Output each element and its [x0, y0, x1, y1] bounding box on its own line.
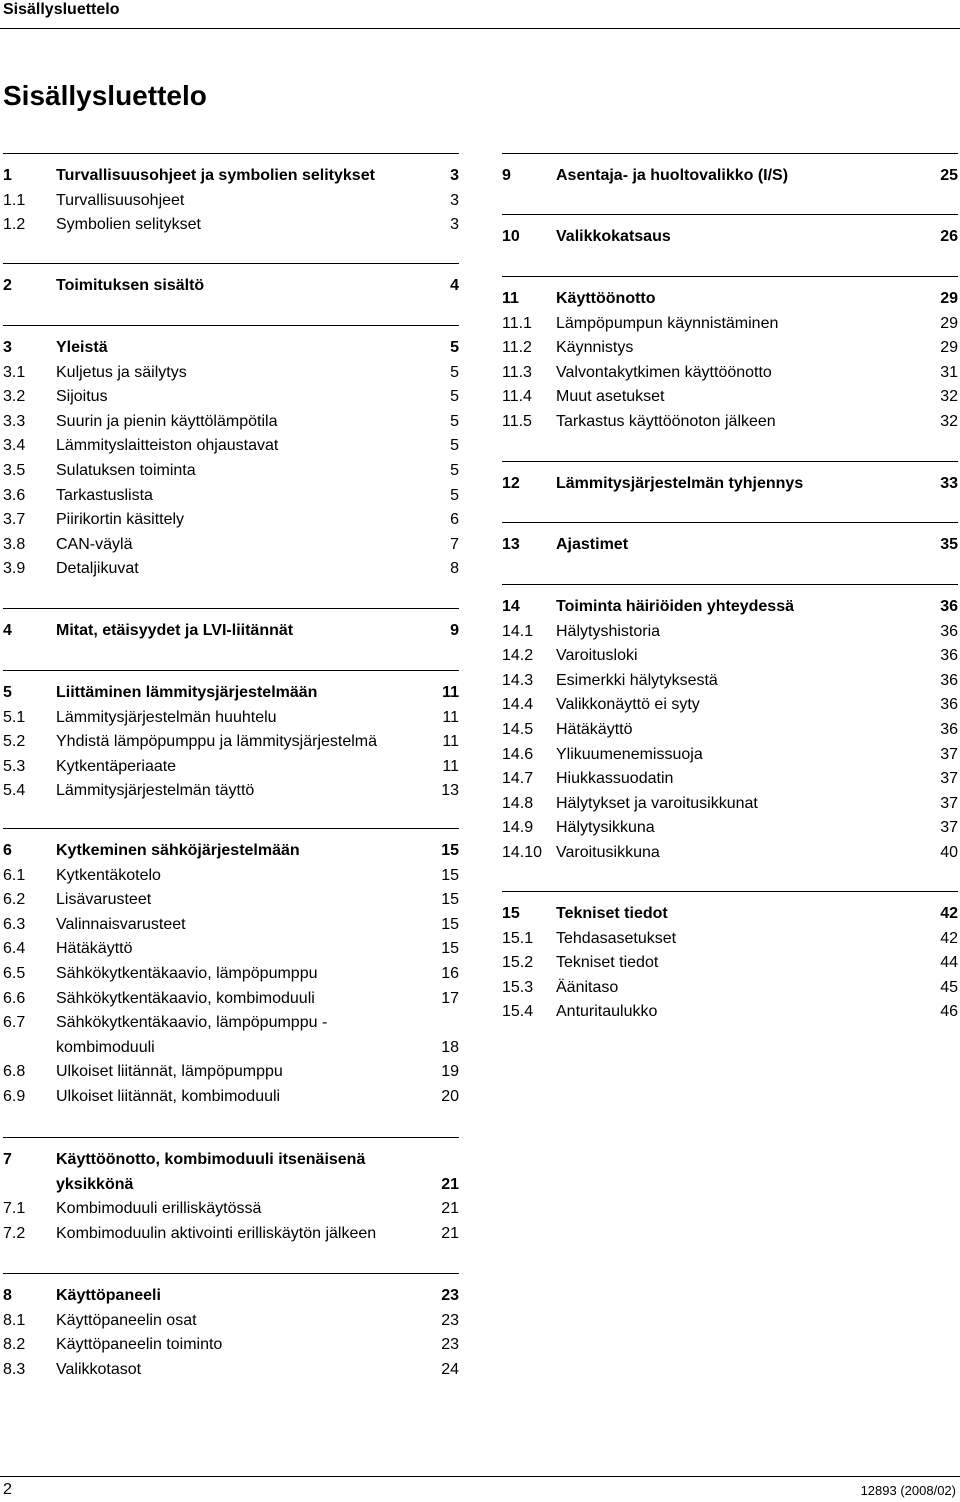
toc-entry-page: 36	[940, 720, 958, 738]
toc-entry-number: 2	[3, 277, 12, 294]
toc-entry	[502, 312, 958, 337]
toc-entry-page: 9	[450, 622, 459, 639]
toc-entry-page: 36	[940, 647, 958, 665]
toc-entry-title: Varoitusloki	[556, 647, 638, 665]
toc-entry	[3, 189, 459, 214]
toc-entry-number: 15	[502, 905, 520, 922]
toc-entry-title: Tarkastuslista	[56, 486, 153, 504]
toc-entry-page: 8	[450, 560, 459, 578]
toc-entry-number: 13	[502, 536, 520, 553]
toc-entry-page: 26	[940, 228, 958, 245]
toc-entry-title: Käynnistys	[556, 339, 634, 357]
toc-entry-page: 5	[450, 339, 459, 356]
toc-entry-page: 37	[940, 819, 958, 837]
toc-entry-number: 6.4	[3, 940, 26, 958]
toc-section-heading	[3, 1148, 459, 1197]
toc-entry-title: Hiukkassuodatin	[556, 770, 674, 788]
toc-entry-title: Kytkentäkotelo	[56, 866, 161, 884]
toc-entry-title: Toiminta häiriöiden yhteydessä	[556, 598, 794, 615]
toc-entry-number: 3.5	[3, 461, 26, 479]
toc-entry-number: 3.3	[3, 412, 26, 430]
toc-entry-number: 10	[502, 228, 520, 245]
toc-entry-title: Lämmityslaitteiston ohjaustavat	[56, 437, 279, 455]
toc-entry-number: 7	[3, 1151, 12, 1168]
toc-entry	[3, 1222, 459, 1247]
toc-entry	[3, 385, 459, 410]
toc-entry-number: 15.2	[502, 954, 534, 972]
toc-entry-number: 9	[502, 167, 511, 184]
toc-entry	[3, 557, 459, 582]
toc-entry-page: 32	[940, 388, 958, 406]
toc-entry-number: 3.1	[3, 363, 26, 381]
toc-entry-title: Turvallisuusohjeet ja symbolien selitykset	[56, 167, 375, 184]
toc-section-heading	[502, 164, 958, 189]
toc-entry	[502, 743, 958, 768]
toc-entry-page: 7	[450, 535, 459, 553]
toc-entry-title: Kombimoduulin aktivointi erilliskäytön jälkeen	[56, 1224, 377, 1242]
toc-entry	[3, 1358, 459, 1383]
toc-entry-number: 6.3	[3, 915, 26, 933]
toc-entry-title: Sähkökytkentäkaavio, lämpöpumppu - kombimoduuli	[56, 1014, 328, 1056]
toc-entry-number: 14.8	[502, 794, 534, 812]
toc-entry-page: 23	[441, 1311, 459, 1329]
toc-entry-title: Lämmitysjärjestelmän tyhjennys	[556, 475, 804, 492]
toc-entry-number: 5.4	[3, 782, 26, 800]
toc-entry-page: 36	[940, 696, 958, 714]
toc-entry-page: 20	[441, 1087, 459, 1105]
toc-entry-title: Toimituksen sisältö	[56, 277, 205, 294]
toc-entry-page: 17	[441, 989, 459, 1007]
toc-entry	[3, 1060, 459, 1085]
toc-entry-number: 11.4	[502, 388, 532, 406]
toc-section	[502, 522, 958, 558]
toc-entry-number: 8.1	[3, 1311, 26, 1329]
toc-entry-page: 11	[442, 733, 459, 751]
toc-entry-title: Kuljetus ja säilytys	[56, 363, 187, 381]
toc-entry-page: 15	[441, 915, 459, 933]
toc-entry	[502, 767, 958, 792]
toc-entry-number: 3.7	[3, 511, 26, 529]
toc-section	[3, 263, 459, 299]
toc-entry-number: 1.1	[3, 191, 26, 209]
toc-entry-page: 15	[441, 866, 459, 884]
toc-entry	[3, 706, 459, 731]
toc-entry-title: Käyttöpaneelin toiminto	[56, 1336, 223, 1354]
footer-doc-code: 12893 (2008/02)	[860, 1483, 956, 1498]
toc-entry-number: 8.2	[3, 1336, 26, 1354]
toc-entry-title: Lisävarusteet	[56, 891, 152, 909]
toc-section-heading	[3, 164, 459, 189]
toc-entry-title: Ajastimet	[556, 536, 629, 553]
toc-entry-title: Valikkokatsaus	[556, 228, 671, 245]
toc-entry-title: Liittäminen lämmitysjärjestelmään	[56, 684, 318, 701]
toc-entry	[3, 213, 459, 238]
toc-entry	[3, 987, 459, 1012]
toc-entry	[3, 361, 459, 386]
toc-entry-number: 14.9	[502, 819, 534, 837]
page-title: Sisällysluettelo	[3, 80, 207, 111]
toc-entry-title: Turvallisuusohjeet	[56, 191, 185, 209]
toc-entry-title: Käyttöpaneeli	[56, 1287, 161, 1304]
toc-entry-number: 5.2	[3, 733, 26, 751]
toc-section	[3, 608, 459, 644]
toc-entry-page: 3	[450, 191, 459, 209]
toc-entry	[3, 937, 459, 962]
toc-entry-title: Hätäkäyttö	[56, 940, 133, 958]
toc-entry-page: 29	[940, 314, 958, 332]
toc-entry	[3, 1085, 459, 1110]
toc-entry-page: 6	[450, 511, 459, 529]
toc-entry-title: Kytkeminen sähköjärjestelmään	[56, 842, 300, 859]
toc-section-heading	[502, 533, 958, 558]
running-header-title: Sisällysluettelo	[3, 1, 120, 18]
toc-entry-page: 45	[940, 978, 958, 996]
footer-page-number: 2	[3, 1481, 12, 1498]
toc-section-heading	[502, 472, 958, 497]
toc-entry	[3, 1011, 459, 1060]
toc-entry-title: Hälytyshistoria	[556, 622, 661, 640]
toc-entry-page: 37	[940, 745, 958, 763]
toc-entry-page: 42	[940, 929, 958, 947]
toc-entry-page: 46	[940, 1003, 958, 1021]
toc-entry-page: 36	[940, 622, 958, 640]
toc-entry-page: 37	[940, 794, 958, 812]
toc-entry-page: 11	[442, 684, 459, 701]
toc-entry-number: 14.4	[502, 696, 534, 714]
toc-entry-page: 18	[441, 1038, 459, 1056]
toc-entry-page: 29	[940, 290, 958, 307]
toc-section	[3, 828, 459, 1110]
toc-section-heading	[3, 839, 459, 864]
toc-section-heading	[502, 287, 958, 312]
toc-entry	[3, 459, 459, 484]
toc-entry	[502, 927, 958, 952]
toc-entry-number: 11.3	[502, 363, 532, 381]
toc-entry-title: Sähkökytkentäkaavio, kombimoduuli	[56, 989, 315, 1007]
toc-entry	[3, 533, 459, 558]
toc-entry-title: Käyttöönotto	[556, 290, 656, 307]
toc-entry-page: 29	[940, 339, 958, 357]
toc-entry-title: Asentaja- ja huoltovalikko (I/S)	[556, 167, 789, 184]
toc-section	[3, 325, 459, 582]
toc-entry-page: 23	[441, 1287, 459, 1304]
toc-entry-number: 8.3	[3, 1360, 26, 1378]
toc-entry-title: Käyttöpaneelin osat	[56, 1311, 197, 1329]
toc-entry-title: Anturitaulukko	[556, 1003, 658, 1021]
toc-entry-number: 14.1	[502, 622, 534, 640]
toc-entry-title: Kombimoduuli erilliskäytössä	[56, 1200, 262, 1218]
toc-entry-title: Ulkoiset liitännät, kombimoduuli	[56, 1087, 281, 1105]
toc-entry-number: 14.7	[502, 770, 534, 788]
toc-entry-page: 33	[940, 475, 958, 492]
toc-entry-title: Tarkastus käyttöönoton jälkeen	[556, 412, 776, 430]
toc-entry	[502, 693, 958, 718]
toc-entry-page: 5	[450, 388, 459, 406]
toc-entry	[3, 410, 459, 435]
toc-entry-page: 35	[940, 536, 958, 553]
toc-entry-title: Piirikortin käsittely	[56, 511, 185, 529]
toc-entry-page: 32	[940, 412, 958, 430]
toc-entry	[3, 888, 459, 913]
toc-entry-title: Käyttöönotto, kombimoduuli itsenäisenä yksikkönä	[56, 1151, 366, 1193]
toc-entry-page: 5	[450, 412, 459, 430]
toc-entry-title: Valinnaisvarusteet	[56, 915, 186, 933]
toc-entry-number: 6.6	[3, 989, 26, 1007]
toc-entry-number: 11	[502, 290, 519, 307]
toc-entry-page: 16	[441, 964, 459, 982]
toc-entry-number: 7.2	[3, 1224, 26, 1242]
toc-section	[502, 276, 958, 435]
toc-entry-page: 5	[450, 363, 459, 381]
toc-entry-number: 6.5	[3, 964, 26, 982]
toc-entry	[502, 385, 958, 410]
toc-entry-number: 1	[3, 167, 12, 184]
toc-entry-page: 5	[450, 486, 459, 504]
toc-entry-title: Hälytysikkuna	[556, 819, 655, 837]
toc-entry-title: Sulatuksen toiminta	[56, 461, 196, 479]
toc-section	[3, 1137, 459, 1246]
toc-entry-page: 31	[940, 363, 958, 381]
toc-entry-number: 3.4	[3, 437, 26, 455]
toc-section	[3, 1273, 459, 1382]
toc-section	[3, 153, 459, 238]
toc-entry	[3, 864, 459, 889]
toc-entry-page: 44	[940, 954, 958, 972]
toc-section-heading	[3, 1284, 459, 1309]
toc-entry-title: Hätäkäyttö	[556, 720, 633, 738]
toc-entry	[3, 1333, 459, 1358]
toc-entry-title: Suurin ja pienin käyttölämpötila	[56, 412, 278, 430]
toc-entry	[502, 718, 958, 743]
toc-entry-page: 15	[441, 891, 459, 909]
toc-entry-number: 15.1	[502, 929, 534, 947]
toc-entry-title: Yhdistä lämpöpumppu ja lämmitysjärjestelmä	[56, 733, 378, 751]
toc-entry	[3, 755, 459, 780]
toc-entry	[502, 951, 958, 976]
toc-entry-number: 6.8	[3, 1063, 26, 1081]
toc-entry-title: Hälytykset ja varoitusikkunat	[556, 794, 758, 812]
toc-entry-title: Yleistä	[56, 339, 108, 356]
toc-entry-title: Kytkentäperiaate	[56, 757, 177, 775]
toc-entry-page: 15	[441, 842, 459, 859]
toc-entry-number: 7.1	[3, 1200, 26, 1218]
toc-entry	[502, 841, 958, 866]
toc-entry-title: Varoitusikkuna	[556, 843, 660, 861]
toc-entry	[3, 1197, 459, 1222]
toc-entry	[3, 508, 459, 533]
toc-entry-page: 5	[450, 437, 459, 455]
toc-entry-number: 3.2	[3, 388, 26, 406]
toc-entry	[502, 816, 958, 841]
toc-entry-number: 12	[502, 475, 520, 492]
toc-entry-title: Muut asetukset	[556, 388, 665, 406]
toc-entry-page: 5	[450, 461, 459, 479]
toc-entry-number: 14	[502, 598, 520, 615]
toc-entry-page: 25	[940, 167, 958, 184]
toc-entry-number: 6.1	[3, 866, 26, 884]
toc-entry	[3, 962, 459, 987]
toc-entry-number: 4	[3, 622, 12, 639]
toc-entry-title: CAN-väylä	[56, 535, 133, 553]
toc-section	[502, 891, 958, 1025]
toc-entry-number: 5	[3, 684, 12, 701]
toc-section	[3, 670, 459, 804]
toc-entry-title: Lämpöpumpun käynnistäminen	[556, 314, 779, 332]
toc-section	[502, 584, 958, 866]
toc-entry-page: 36	[940, 671, 958, 689]
toc-section-heading	[3, 619, 459, 644]
toc-entry-page: 13	[441, 782, 459, 800]
toc-entry	[3, 484, 459, 509]
toc-entry-page: 21	[441, 1200, 459, 1218]
toc-entry-number: 5.3	[3, 757, 26, 775]
toc-entry-number: 3.9	[3, 560, 26, 578]
toc-entry-number: 1.2	[3, 216, 26, 234]
toc-entry-title: Valikkotasot	[56, 1360, 142, 1378]
toc-section-heading	[3, 274, 459, 299]
toc-entry-title: Lämmitysjärjestelmän huuhtelu	[56, 708, 277, 726]
toc-entry-number: 14.5	[502, 720, 534, 738]
toc-entry-page: 3	[450, 167, 459, 184]
toc-entry	[502, 620, 958, 645]
toc-entry-number: 14.6	[502, 745, 534, 763]
toc-entry-number: 3	[3, 339, 12, 356]
toc-entry-page: 24	[441, 1360, 459, 1378]
toc-entry	[502, 336, 958, 361]
toc-entry	[502, 644, 958, 669]
toc-entry-number: 6.2	[3, 891, 26, 909]
toc-entry-page: 37	[940, 770, 958, 788]
toc-entry	[502, 976, 958, 1001]
toc-entry-number: 6	[3, 842, 12, 859]
toc-entry-page: 21	[441, 1175, 459, 1193]
toc-entry-number: 11.1	[502, 314, 532, 332]
toc-entry	[3, 779, 459, 804]
toc-section	[502, 214, 958, 250]
toc-entry-title: Symbolien selitykset	[56, 216, 201, 234]
toc-entry	[3, 730, 459, 755]
toc-entry	[502, 792, 958, 817]
toc-entry-title: Valvontakytkimen käyttöönotto	[556, 363, 772, 381]
toc-entry	[502, 1000, 958, 1025]
toc-section	[502, 153, 958, 189]
header-divider	[0, 28, 960, 29]
toc-entry-number: 8	[3, 1287, 12, 1304]
toc-section-heading	[3, 681, 459, 706]
toc-entry-title: Mitat, etäisyydet ja LVI-liitännät	[56, 622, 294, 639]
footer-divider	[0, 1476, 960, 1477]
toc-entry-title: Ylikuumenemissuoja	[556, 745, 703, 763]
toc-entry-page: 19	[441, 1063, 459, 1081]
toc-entry-number: 14.10	[502, 843, 543, 861]
toc-entry-title: Tekniset tiedot	[556, 954, 659, 972]
toc-entry-page: 11	[442, 757, 459, 775]
toc-entry	[3, 913, 459, 938]
toc-section-heading	[502, 902, 958, 927]
toc-section-heading	[3, 336, 459, 361]
toc-entry-title: Lämmitysjärjestelmän täyttö	[56, 782, 255, 800]
toc-section-heading	[502, 595, 958, 620]
toc-entry	[502, 669, 958, 694]
toc-entry-title: Äänitaso	[556, 978, 619, 996]
toc-entry	[502, 361, 958, 386]
toc-entry-number: 14.2	[502, 647, 534, 665]
toc-entry-title: Esimerkki hälytyksestä	[556, 671, 718, 689]
toc-entry-number: 11.2	[502, 339, 532, 357]
toc-entry-title: Ulkoiset liitännät, lämpöpumppu	[56, 1063, 283, 1081]
toc-entry	[502, 410, 958, 435]
toc-entry-page: 11	[442, 708, 459, 726]
toc-entry-page: 21	[441, 1224, 459, 1242]
toc-entry-title: Sähkökytkentäkaavio, lämpöpumppu	[56, 964, 318, 982]
toc-entry-number: 3.8	[3, 535, 26, 553]
toc-entry-number: 3.6	[3, 486, 26, 504]
toc-entry-page: 40	[940, 843, 958, 861]
toc-entry-page: 42	[940, 905, 958, 922]
toc-entry-title: Tehdasasetukset	[556, 929, 677, 947]
toc-entry-title: Detaljikuvat	[56, 560, 139, 578]
toc-entry-page: 23	[441, 1336, 459, 1354]
toc-entry-number: 6.9	[3, 1087, 26, 1105]
toc-entry-number: 14.3	[502, 671, 534, 689]
toc-entry-page: 3	[450, 216, 459, 234]
toc-entry-number: 15.3	[502, 978, 534, 996]
toc-entry-number: 15.4	[502, 1003, 534, 1021]
toc-entry-page: 36	[940, 598, 958, 615]
toc-entry-page: 4	[450, 277, 459, 294]
toc-entry-title: Sijoitus	[56, 388, 108, 406]
toc-entry-title: Tekniset tiedot	[556, 905, 668, 922]
toc-section	[502, 461, 958, 497]
toc-entry-number: 6.7	[3, 1014, 26, 1032]
toc-entry-number: 5.1	[3, 708, 26, 726]
toc-entry-page: 15	[441, 940, 459, 958]
toc-entry-number: 11.5	[502, 412, 532, 430]
toc-section-heading	[502, 225, 958, 250]
toc-entry-title: Valikkonäyttö ei syty	[556, 696, 700, 714]
toc-entry	[3, 434, 459, 459]
toc-entry	[3, 1309, 459, 1334]
